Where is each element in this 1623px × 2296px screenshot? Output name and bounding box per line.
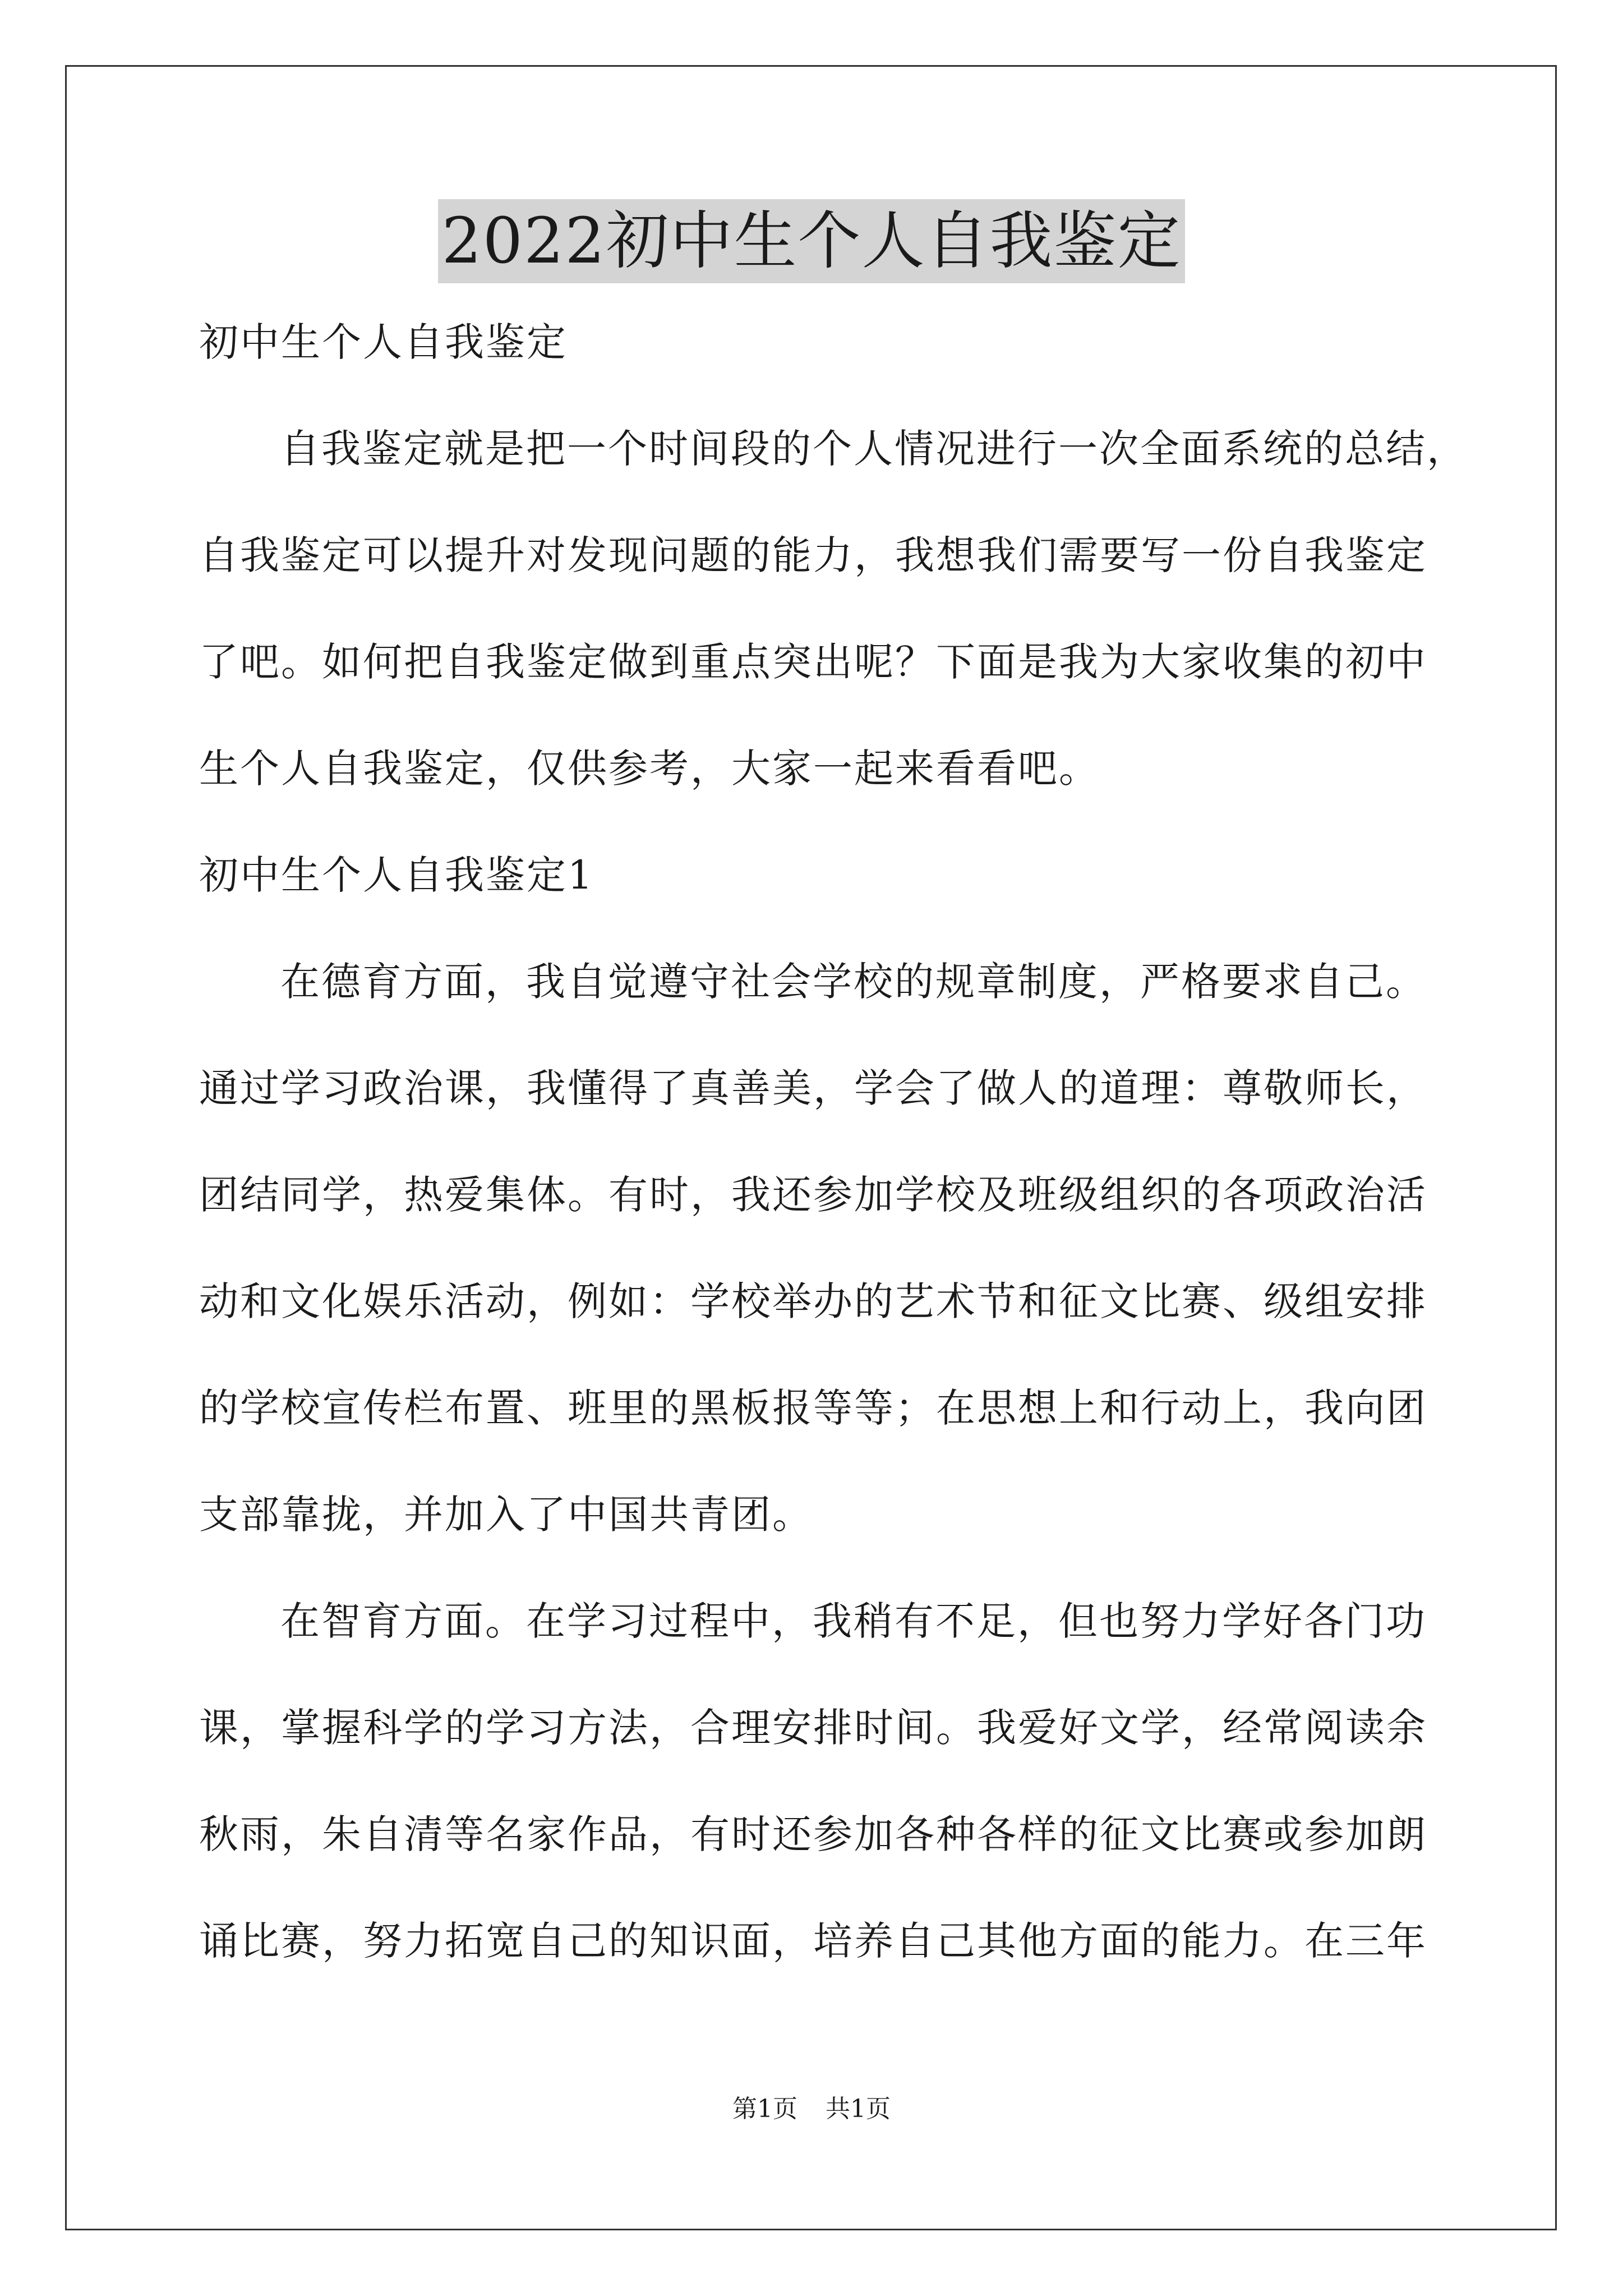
body-line: 生个人自我鉴定，仅供参考，大家一起来看看吧。 <box>199 746 1100 792</box>
body-line: 课，掌握科学的学习方法，合理安排时间。我爱好文学，经常阅读余 <box>199 1705 1427 1751</box>
body-line: 支部靠拢，并加入了中国共青团。 <box>199 1492 813 1538</box>
section-heading: 初中生个人自我鉴定1 <box>199 852 594 898</box>
section-heading: 初中生个人自我鉴定 <box>199 319 568 365</box>
body-line: 在德育方面，我自觉遵守社会学校的规章制度，严格要求自己。 <box>280 959 1427 1005</box>
page-footer <box>0 2092 1623 2126</box>
body-line: 的学校宣传栏布置、班里的黑板报等等；在思想上和行动上，我向团 <box>199 1385 1427 1431</box>
body-line: 团结同学，热爱集体。有时，我还参加学校及班级组织的各项政治活 <box>199 1172 1427 1218</box>
page-total: 共1页 <box>826 2095 891 2123</box>
document-title: 2022初中生个人自我鉴定 <box>438 199 1184 283</box>
page-number: 第1页 <box>732 2095 797 2123</box>
body-line: 动和文化娱乐活动，例如：学校举办的艺术节和征文比赛、级组安排 <box>199 1278 1427 1324</box>
body-line: 了吧。如何把自我鉴定做到重点突出呢？下面是我为大家收集的初中 <box>199 639 1427 685</box>
body-line: 秋雨，朱自清等名家作品，有时还参加各种各样的征文比赛或参加朗 <box>199 1811 1427 1857</box>
document-body <box>199 314 1468 2019</box>
body-line: 在智育方面。在学习过程中，我稍有不足，但也努力学好各门功 <box>280 1598 1427 1644</box>
body-line: 自我鉴定就是把一个时间段的个人情况进行一次全面系统的总结， <box>280 426 1468 472</box>
body-line: 通过学习政治课，我懂得了真善美，学会了做人的道理：尊敬师长， <box>199 1065 1427 1111</box>
title-container <box>0 199 1623 283</box>
body-line: 自我鉴定可以提升对发现问题的能力，我想我们需要写一份自我鉴定 <box>199 532 1427 578</box>
body-line: 诵比赛，努力拓宽自己的知识面，培养自己其他方面的能力。在三年 <box>199 1918 1427 1964</box>
